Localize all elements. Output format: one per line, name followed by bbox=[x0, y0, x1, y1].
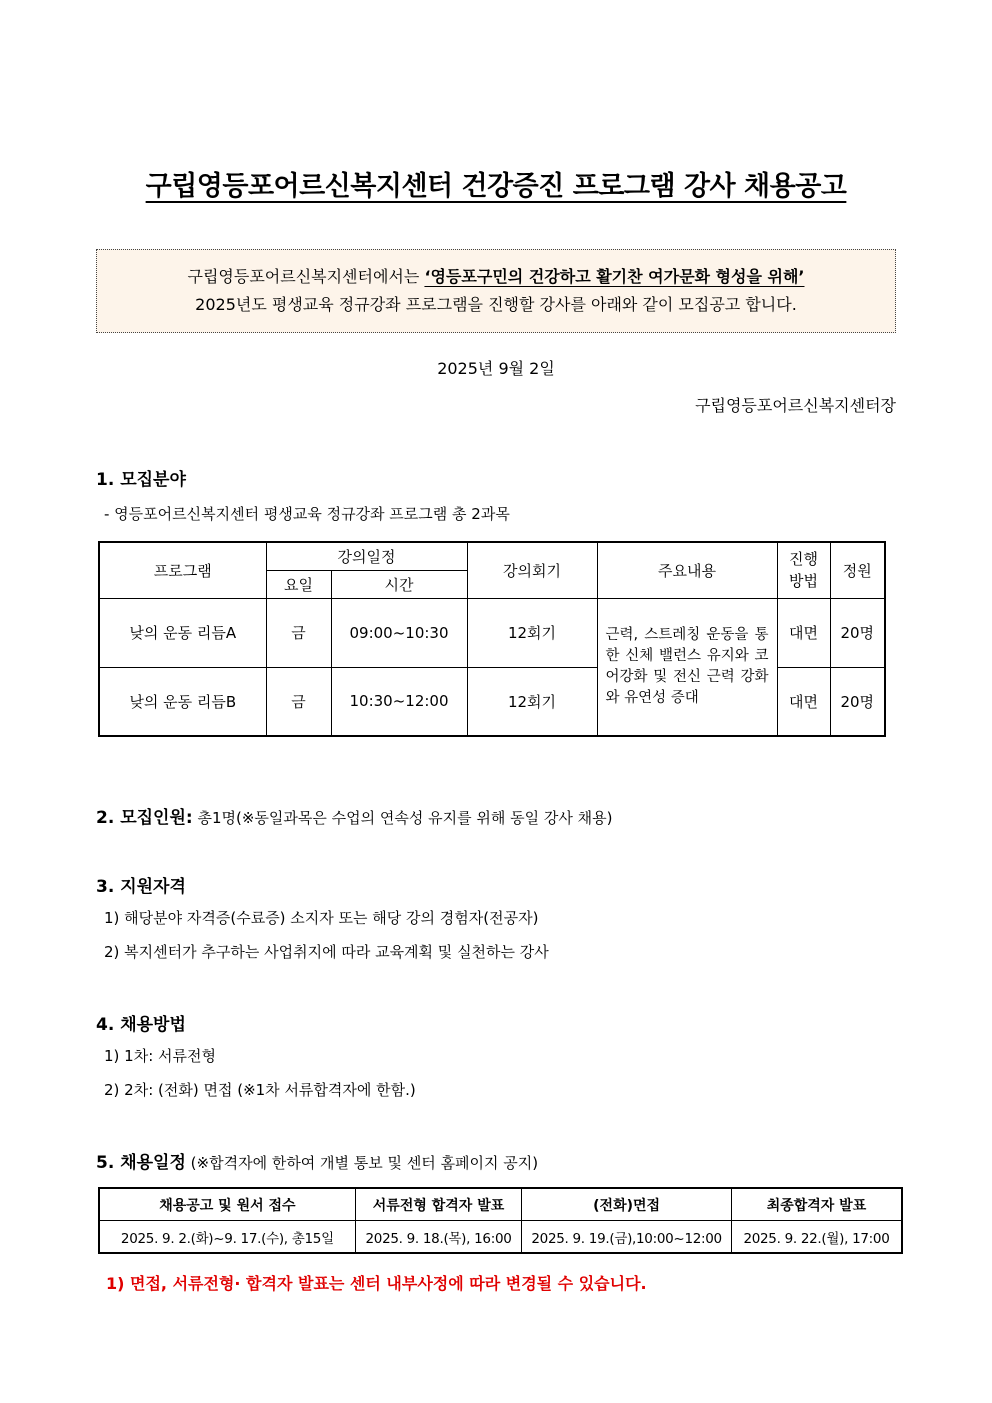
program-capacity: 20명 bbox=[830, 667, 885, 736]
notice-emphasis: ‘영등포구민의 건강하고 활기찬 여가문화 형성을 위해’ bbox=[424, 267, 805, 286]
program-day: 금 bbox=[266, 667, 331, 736]
schedule-value: 2025. 9. 22.(월), 17:00 bbox=[731, 1221, 902, 1254]
method-item: 1) 1차: 서류전형 bbox=[104, 1047, 216, 1065]
program-method: 대면 bbox=[777, 598, 830, 667]
program-time: 09:00~10:30 bbox=[331, 598, 467, 667]
notice-box bbox=[96, 249, 896, 333]
section-1-desc: - 영등포어르신복지센터 평생교육 정규강좌 프로그램 총 2과목 bbox=[104, 505, 510, 523]
qualification-item: 2) 복지센터가 추구하는 사업취지에 따라 교육계획 및 실천하는 강사 bbox=[104, 943, 549, 961]
section-1-heading: 1. 모집분야 bbox=[96, 470, 186, 490]
schedule-value: 2025. 9. 18.(목), 16:00 bbox=[355, 1221, 522, 1254]
program-day: 금 bbox=[266, 598, 331, 667]
section-5 bbox=[96, 1148, 538, 1173]
change-notice: 1) 면접, 서류전형· 합격자 발표는 센터 내부사정에 따라 변경될 수 있습니다. bbox=[106, 1274, 647, 1293]
program-capacity: 20명 bbox=[830, 598, 885, 667]
header-content: 주요내용 bbox=[597, 542, 777, 598]
section-5-note: (※합격자에 한하여 개별 통보 및 센터 홈페이지 공지) bbox=[185, 1154, 539, 1172]
program-table bbox=[98, 541, 886, 737]
notice-line-1: 구립영등포어르신복지센터에서는 ‘영등포구민의 건강하고 활기찬 여가문화 형성을 위해’ bbox=[187, 267, 805, 286]
section-5-heading: 5. 채용일정 bbox=[96, 1153, 186, 1173]
header-time: 시간 bbox=[331, 570, 467, 598]
schedule-header: 채용공고 및 원서 접수 bbox=[99, 1188, 355, 1221]
program-sessions: 12회기 bbox=[467, 598, 597, 667]
page-title: 구립영등포어르신복지센터 건강증진 프로그램 강사 채용공고 bbox=[145, 171, 847, 202]
program-method: 대면 bbox=[777, 667, 830, 736]
table-row bbox=[99, 598, 885, 667]
schedule-header: (전화)면접 bbox=[522, 1188, 732, 1221]
section-2 bbox=[96, 803, 612, 828]
header-schedule: 강의일정 bbox=[266, 542, 467, 570]
program-name: 낮의 운동 리듬A bbox=[99, 598, 266, 667]
qualification-item: 1) 해당분야 자격증(수료증) 소지자 또는 해당 강의 경험자(전공자) bbox=[104, 909, 539, 927]
section-2-text: 총1명(※동일과목은 수업의 연속성 유지를 위해 동일 강사 채용) bbox=[192, 809, 613, 827]
schedule-table bbox=[98, 1187, 903, 1254]
schedule-value: 2025. 9. 19.(금),10:00~12:00 bbox=[522, 1221, 732, 1254]
schedule-value: 2025. 9. 2.(화)~9. 17.(수), 총15일 bbox=[99, 1221, 355, 1254]
section-4-heading: 4. 채용방법 bbox=[96, 1015, 186, 1035]
section-3-heading: 3. 지원자격 bbox=[96, 877, 186, 897]
program-content: 근력, 스트레칭 운동을 통한 신체 밸런스 유지와 코어강화 및 전신 근력 강화와 유연성 증대 bbox=[597, 598, 777, 736]
program-time: 10:30~12:00 bbox=[331, 667, 467, 736]
table-row bbox=[99, 1221, 902, 1254]
program-name: 낮의 운동 리듬B bbox=[99, 667, 266, 736]
announcement-date: 2025년 9월 2일 bbox=[437, 359, 555, 378]
header-day: 요일 bbox=[266, 570, 331, 598]
header-program: 프로그램 bbox=[99, 542, 266, 598]
header-capacity: 정원 bbox=[830, 542, 885, 598]
section-2-heading: 2. 모집인원: bbox=[96, 808, 193, 828]
header-sessions: 강의회기 bbox=[467, 542, 597, 598]
header-method: 진행 방법 bbox=[777, 542, 830, 598]
notice-line-2: 2025년도 평생교육 정규강좌 프로그램을 진행할 강사를 아래와 같이 모집공고 합니다. bbox=[195, 295, 797, 314]
program-sessions: 12회기 bbox=[467, 667, 597, 736]
schedule-header: 최종합격자 발표 bbox=[731, 1188, 902, 1221]
schedule-header: 서류전형 합격자 발표 bbox=[355, 1188, 522, 1221]
signer: 구립영등포어르신복지센터장 bbox=[695, 396, 896, 415]
method-item: 2) 2차: (전화) 면접 (※1차 서류합격자에 한함.) bbox=[104, 1081, 416, 1099]
